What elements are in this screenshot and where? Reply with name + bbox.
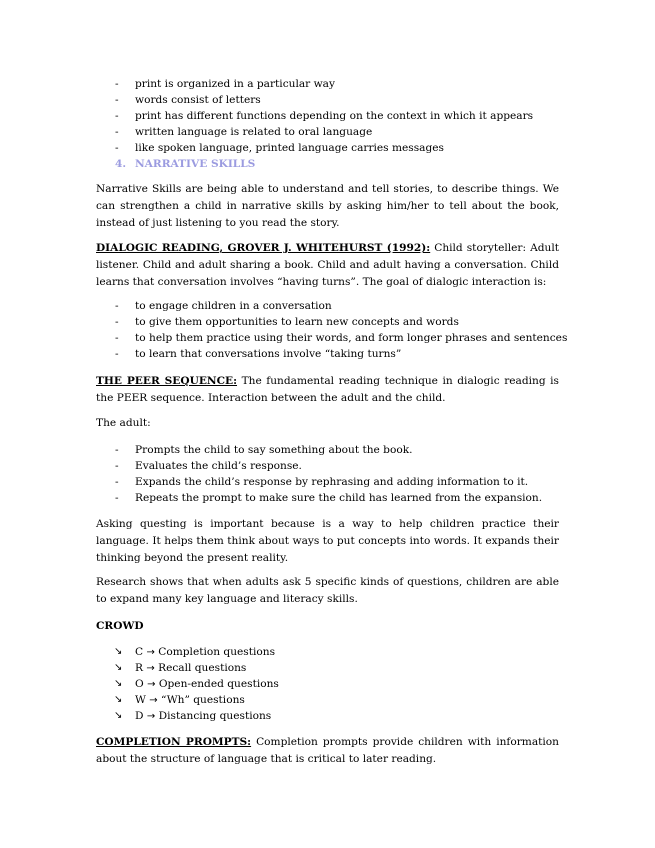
list-item bbox=[0, 108, 655, 124]
list-item-text: to engage children in a conversation bbox=[135, 300, 332, 312]
southeast-arrow-icon: ↘ bbox=[114, 694, 123, 705]
list-item-text: to help them practice using their words, and form longer phrases and sentences bbox=[135, 332, 568, 344]
dialogic-reading-paragraph bbox=[96, 240, 559, 291]
crowd-label: Distancing questions bbox=[158, 710, 272, 722]
list-item bbox=[0, 692, 655, 708]
completion-prompts-heading: COMPLETION PROMPTS: bbox=[96, 736, 252, 748]
crowd-label: “Wh” questions bbox=[161, 694, 245, 706]
list-item bbox=[0, 474, 655, 490]
list-item bbox=[0, 76, 655, 92]
peer-sequence-body: The fundamental reading technique in dialogic reading is the PEER sequence. Interaction between the adult and the child. bbox=[96, 375, 559, 404]
bullet-dash: - bbox=[115, 316, 119, 328]
adult-label: The adult: bbox=[96, 417, 151, 429]
section-number: 4. bbox=[115, 158, 127, 170]
list-item bbox=[0, 660, 655, 676]
peer-sequence-paragraph bbox=[96, 373, 559, 407]
questioning-paragraph: Asking questing is important because is a way to help children practice their language. It helps them think about ways to put concepts into words. It expands their thinking beyond the present reality. bbox=[96, 518, 559, 564]
right-arrow-icon: → bbox=[147, 679, 156, 690]
narrative-paragraph: Narrative Skills are being able to understand and tell stories, to describe things. We can strengthen a child in narrative skills by asking him/her to tell about the book, instead of just listening to you read the story. bbox=[96, 183, 559, 229]
research-paragraph: Research shows that when adults ask 5 specific kinds of questions, children are able to expand many key language and literacy skills. bbox=[96, 576, 559, 605]
crowd-label: Completion questions bbox=[158, 646, 276, 658]
bullet-dash: - bbox=[115, 126, 119, 138]
list-item-text: words consist of letters bbox=[135, 94, 261, 106]
list-item-text bbox=[135, 676, 279, 693]
crowd-list bbox=[0, 644, 655, 724]
list-item-text: Repeats the prompt to make sure the child has learned from the expansion. bbox=[135, 492, 543, 504]
crowd-label: Recall questions bbox=[158, 662, 247, 674]
bullet-dash: - bbox=[115, 492, 119, 504]
dialogic-goals-list bbox=[0, 298, 655, 362]
adult-actions-list bbox=[0, 442, 655, 506]
list-item bbox=[0, 92, 655, 108]
list-item bbox=[0, 708, 655, 724]
right-arrow-icon: → bbox=[146, 647, 155, 658]
bullet-dash: - bbox=[115, 78, 119, 90]
peer-sequence-heading: THE PEER SEQUENCE: bbox=[96, 375, 238, 387]
section-title: NARRATIVE SKILLS bbox=[135, 158, 256, 170]
bullet-dash: - bbox=[115, 460, 119, 472]
dialogic-reading-heading: DIALOGIC READING, GROVER J. WHITEHURST (1992): bbox=[96, 242, 431, 254]
southeast-arrow-icon: ↘ bbox=[114, 662, 123, 673]
crowd-letter: W bbox=[135, 694, 146, 706]
list-item-text: to give them opportunities to learn new concepts and words bbox=[135, 316, 459, 328]
crowd-letter: C bbox=[135, 646, 144, 658]
crowd-label: Open-ended questions bbox=[158, 678, 279, 690]
list-item bbox=[0, 330, 655, 346]
list-item-text: Prompts the child to say something about the book. bbox=[135, 444, 413, 456]
southeast-arrow-icon: ↘ bbox=[114, 646, 123, 657]
list-item-text: like spoken language, printed language carries messages bbox=[135, 142, 444, 154]
list-item-text: print has different functions depending on the context in which it appears bbox=[135, 110, 534, 122]
bullet-dash: - bbox=[115, 110, 119, 122]
bullet-dash: - bbox=[115, 332, 119, 344]
bullet-dash: - bbox=[115, 142, 119, 154]
bullet-dash: - bbox=[115, 94, 119, 106]
bullet-dash: - bbox=[115, 300, 119, 312]
list-item bbox=[0, 298, 655, 314]
list-item bbox=[0, 490, 655, 506]
bullet-dash: - bbox=[115, 444, 119, 456]
list-item bbox=[0, 644, 655, 660]
list-item bbox=[0, 676, 655, 692]
list-item-text bbox=[135, 660, 246, 677]
crowd-letter: D bbox=[135, 710, 144, 722]
southeast-arrow-icon: ↘ bbox=[114, 710, 123, 721]
list-item bbox=[0, 346, 655, 362]
list-item-text bbox=[135, 644, 275, 661]
right-arrow-icon: → bbox=[149, 695, 158, 706]
list-item-text: print is organized in a particular way bbox=[135, 78, 335, 90]
completion-prompts-paragraph bbox=[96, 734, 559, 768]
bullet-dash: - bbox=[115, 348, 119, 360]
list-item bbox=[0, 458, 655, 474]
list-item-text: Expands the child’s response by rephrasing and adding information to it. bbox=[135, 476, 529, 488]
list-item bbox=[0, 140, 655, 156]
list-item-text: written language is related to oral language bbox=[135, 126, 373, 138]
crowd-letter: R bbox=[135, 662, 143, 674]
list-item-text bbox=[135, 708, 271, 725]
dialogic-reading-body: Child storyteller: Adult listener. Child and adult sharing a book. Child and adult having a conversation. Child learns that conversation involves “having turns”. The goal of dialogic interaction is: bbox=[96, 242, 559, 288]
crowd-heading: CROWD bbox=[96, 620, 144, 632]
southeast-arrow-icon: ↘ bbox=[114, 678, 123, 689]
right-arrow-icon: → bbox=[146, 663, 155, 674]
list-item bbox=[0, 442, 655, 458]
print-concepts-list bbox=[0, 76, 655, 156]
completion-prompts-body: Completion prompts provide children with information about the structure of language that is critical to later reading. bbox=[96, 736, 559, 765]
list-item-text: Evaluates the child’s response. bbox=[135, 460, 302, 472]
list-item-text: to learn that conversations involve “taking turns” bbox=[135, 348, 402, 360]
crowd-letter: O bbox=[135, 678, 144, 690]
list-item-text bbox=[135, 692, 245, 709]
list-item bbox=[0, 124, 655, 140]
bullet-dash: - bbox=[115, 476, 119, 488]
right-arrow-icon: → bbox=[146, 711, 156, 722]
list-item bbox=[0, 314, 655, 330]
